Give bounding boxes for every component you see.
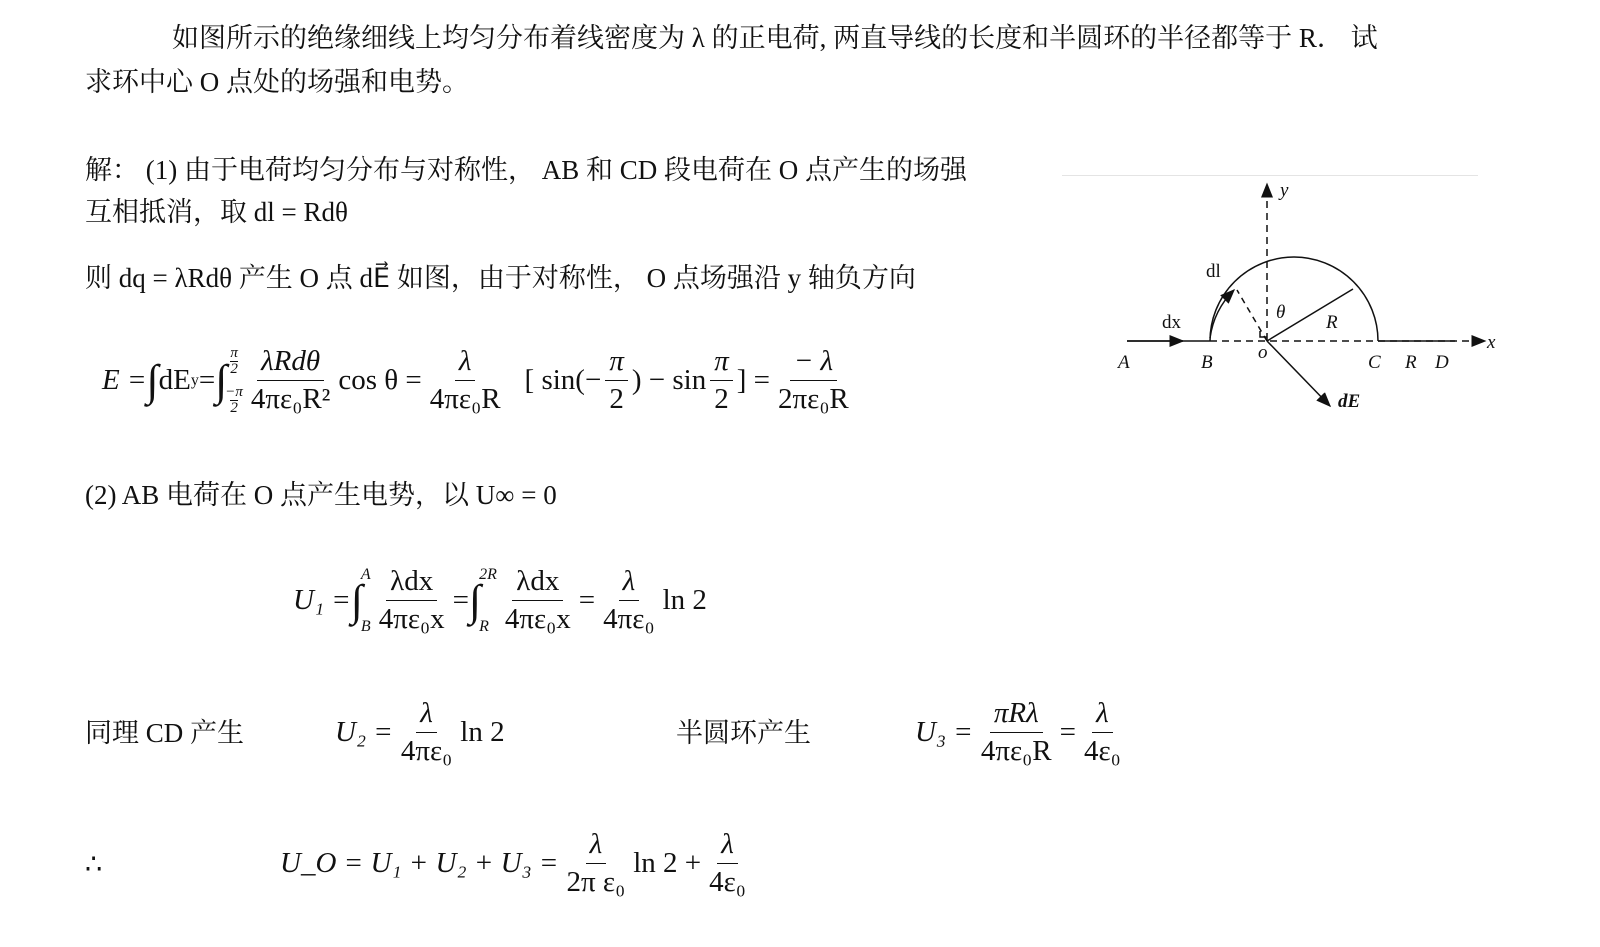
fraction	[977, 697, 1056, 769]
label-dx: dx	[1162, 312, 1181, 333]
label-c: C	[1368, 352, 1381, 373]
integral: ∫ A B	[350, 565, 371, 635]
fraction	[705, 828, 750, 900]
problem-line-1: 如图所示的绝缘细线上均匀分布着线密度为 λ 的正电荷, 两直导线的长度和半圆环的半径都等于 R． 试	[172, 23, 1378, 53]
problem-line-2: 求环中心 O 点处的场强和电势。	[85, 67, 469, 97]
equation-uo	[280, 828, 754, 900]
fraction	[599, 565, 658, 637]
eq-text: U₃ =	[915, 716, 973, 749]
solution-part1-line2: 互相抵消，取 dl = Rdθ	[85, 197, 348, 227]
eq-text: ln 2 +	[633, 847, 702, 880]
fraction	[397, 697, 456, 769]
num: π	[605, 345, 628, 381]
equation-u2	[335, 697, 505, 769]
label-r2: R	[1405, 352, 1417, 373]
fraction	[375, 565, 449, 637]
charge-figure	[1080, 170, 1500, 420]
den: 4πε₀R²	[250, 383, 331, 416]
num: λ	[619, 565, 640, 601]
solution-part1-line3: 则 dq = λRdθ 产生 O 点 dE⃗ 如图，由于对称性， O 点场强沿 y 轴负方向	[85, 263, 916, 293]
equation-field	[102, 345, 857, 417]
label-a: A	[1118, 352, 1130, 373]
eq-text: ) − sin	[631, 364, 707, 397]
cd-label: 同理 CD 产生	[85, 718, 245, 748]
fraction	[501, 565, 575, 637]
eq-text: dE	[158, 364, 191, 397]
lim: A	[360, 565, 371, 583]
num: λdx	[512, 565, 563, 601]
den: 4πε₀	[603, 603, 655, 636]
fraction	[1080, 697, 1125, 769]
therefore-symbol: ∴	[85, 849, 103, 879]
eq-sub: y	[190, 371, 199, 389]
label-dl: dl	[1206, 261, 1221, 282]
ring-label: 半圆环产生	[676, 718, 811, 748]
theta-radius	[1237, 290, 1267, 341]
den: 4πε₀R	[980, 735, 1052, 768]
fraction	[247, 345, 334, 417]
eq-text: cos θ =	[338, 364, 422, 397]
integral: ∫	[146, 355, 159, 405]
eq-text: [ sin(−	[524, 364, 602, 397]
eq-text: U₂ =	[335, 716, 393, 749]
fraction	[426, 345, 505, 417]
num: λdx	[386, 565, 437, 601]
num: λ	[1092, 697, 1113, 733]
eq-text: ln 2	[460, 716, 505, 749]
lim: −π	[225, 383, 243, 400]
den: 4πε₀	[400, 735, 453, 768]
label-x: x	[1487, 332, 1496, 353]
fraction	[774, 345, 853, 417]
eq-text: =	[1059, 716, 1076, 749]
num: λ	[717, 828, 738, 864]
num: λ	[455, 345, 476, 381]
fraction	[605, 345, 628, 417]
label-d: D	[1435, 352, 1449, 373]
lim: B	[360, 617, 371, 635]
den: 4πε₀x	[504, 603, 571, 636]
label-y: y	[1280, 180, 1289, 201]
equation-u1	[293, 565, 707, 637]
de-arrow	[1267, 341, 1330, 406]
num: π	[710, 345, 733, 381]
eq-text: =	[578, 584, 596, 617]
eq-text: =	[452, 584, 469, 617]
eq-text: E =	[102, 364, 147, 397]
eq-text: =	[198, 364, 216, 397]
den: 4πε₀x	[378, 603, 445, 636]
den: 2	[714, 383, 729, 416]
label-b: B	[1201, 352, 1213, 373]
lim: 2R	[479, 565, 497, 583]
num: λ	[416, 697, 437, 733]
integral: ∫ 2R R	[469, 565, 497, 635]
label-r: R	[1326, 312, 1338, 333]
integral-limits: ∫ π 2 −π 2	[215, 344, 243, 416]
den: 2πε₀R	[778, 383, 849, 416]
eq-text: U_O = U₁ + U₂ + U₃ =	[280, 847, 559, 880]
label-theta: θ	[1276, 302, 1286, 323]
equation-u3	[915, 697, 1129, 769]
lim: R	[479, 617, 489, 635]
num: πRλ	[990, 697, 1043, 733]
den: 4ε₀	[709, 866, 746, 899]
eq-text: ln 2	[662, 584, 707, 617]
label-de: dE	[1338, 391, 1361, 412]
lim: 2	[230, 360, 238, 377]
den: 4ε₀	[1084, 735, 1121, 768]
num: λRdθ	[257, 345, 324, 381]
solution-part1-line1: 解： (1) 由于电荷均匀分布与对称性， AB 和 CD 段电荷在 O 点产生的场强	[85, 155, 967, 185]
solution-part2: (2) AB 电荷在 O 点产生电势，以 U∞ = 0	[85, 480, 557, 510]
den: 2π ε₀	[566, 866, 626, 899]
fraction	[710, 345, 733, 417]
eq-text: U₁ =	[293, 584, 351, 617]
semicircle	[1210, 257, 1378, 341]
fraction	[563, 828, 630, 900]
num: − λ	[790, 345, 837, 381]
eq-text: ] =	[736, 364, 770, 397]
lim: π	[230, 344, 238, 361]
label-o: o	[1258, 342, 1268, 363]
den: 2	[609, 383, 624, 416]
lim: 2	[230, 399, 238, 416]
den: 4πε₀R	[429, 383, 501, 416]
num: λ	[586, 828, 607, 864]
